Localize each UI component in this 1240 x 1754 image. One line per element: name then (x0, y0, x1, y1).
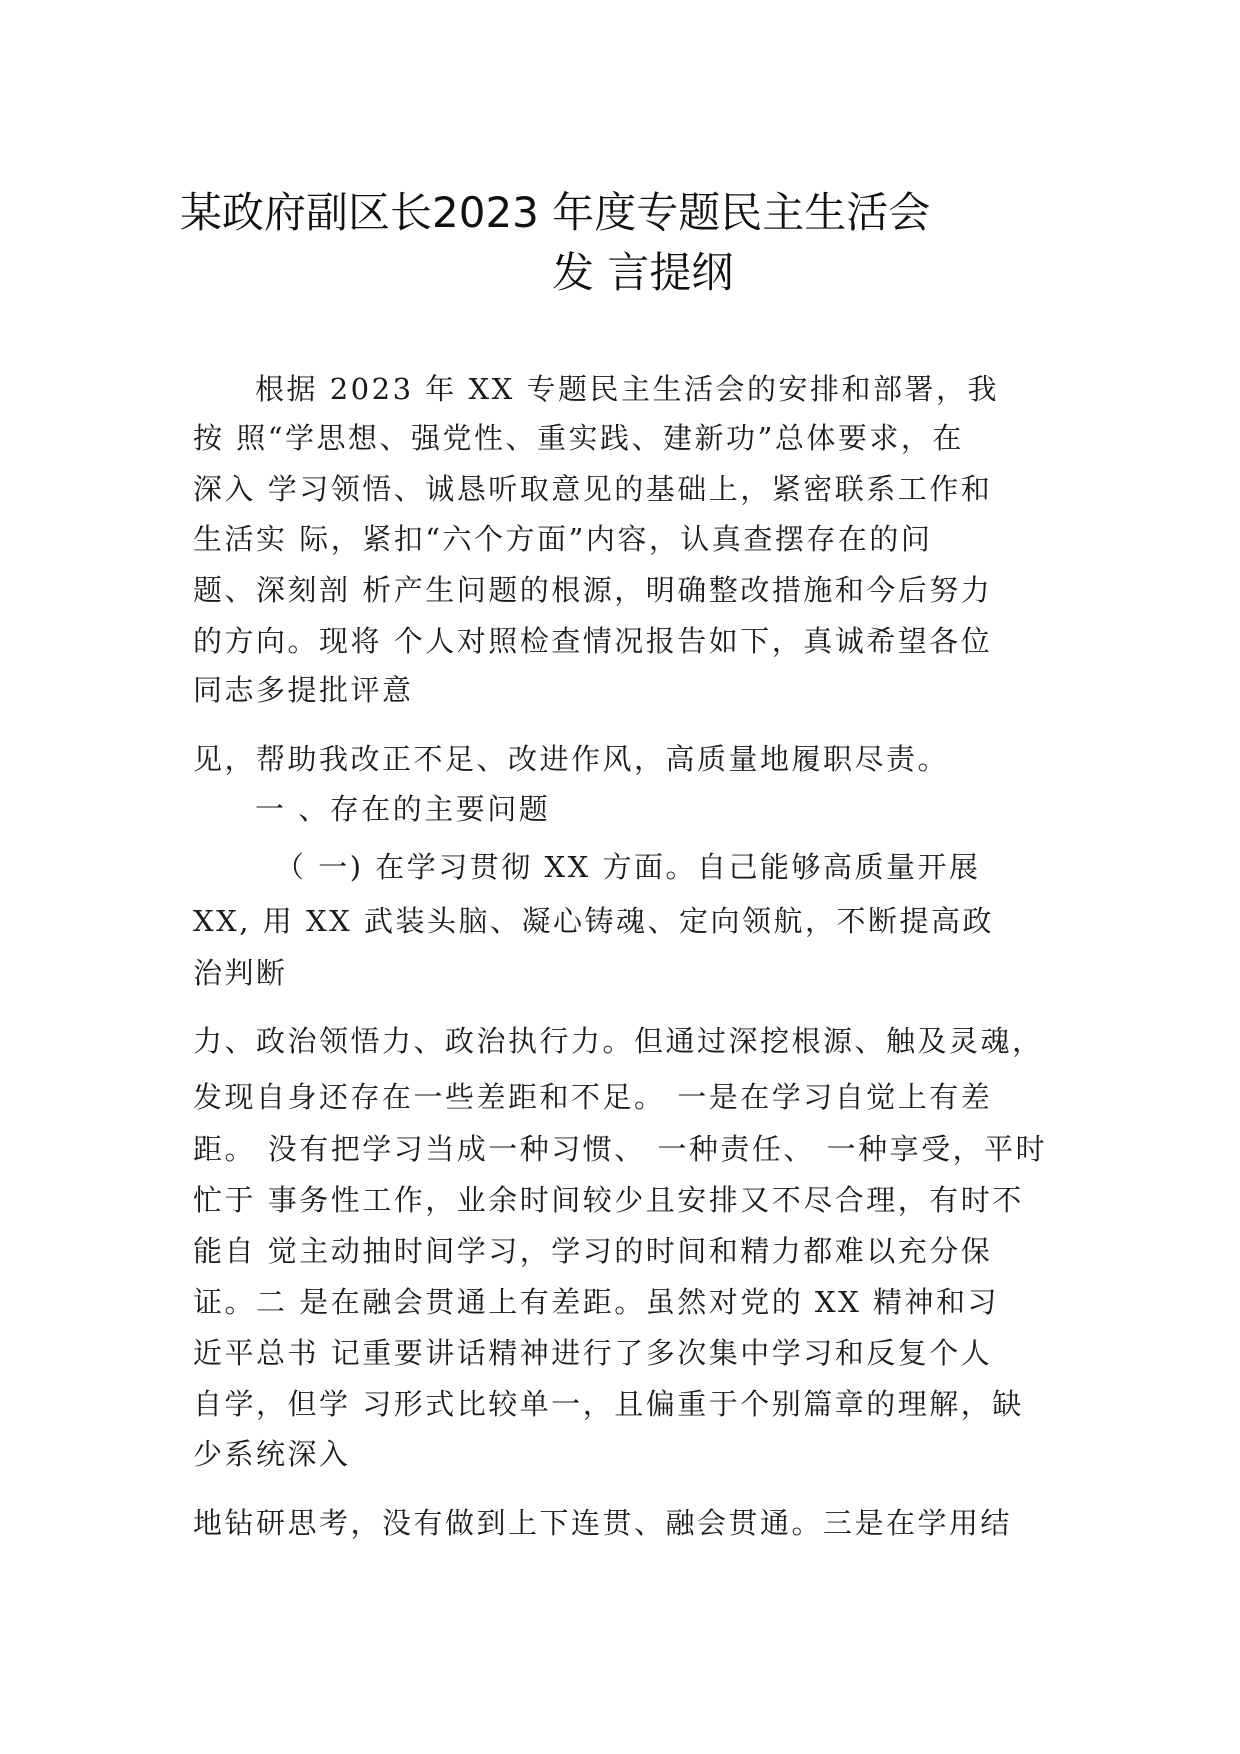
body-line: 题、深刻剖 析产生问题的根源，明确整改措施和今后努力 (193, 573, 993, 607)
body-line: 生活实 际，紧扣“六个方面”内容，认真查摆存在的问 (193, 522, 933, 556)
body-line: XX, 用 XX 武装头脑、凝心铸魂、定向领航，不断提高政 (193, 904, 994, 938)
body-line: 的方向。现将 个人对照检查情况报告如下，真诚希望各位 (193, 624, 993, 658)
body-line: 治判断 (193, 956, 288, 990)
body-line: 能自 觉主动抽时间学习，学习的时间和精力都难以充分保 (193, 1234, 993, 1268)
body-line: 按 照“学思想、强党性、重实践、建新功”总体要求，在 (193, 421, 964, 455)
body-line: 深入 学习领悟、诚恳听取意见的基础上，紧密联系工作和 (193, 472, 993, 506)
document-title-line-1: 某政府副区长2023 年度专题民主生活会 (180, 188, 931, 237)
body-line: 自学，但学 习形式比较单一，且偏重于个别篇章的理解，缺 (193, 1387, 1024, 1421)
body-line: 力、政治领悟力、政治执行力。但通过深挖根源、触及灵魂， (193, 1024, 1044, 1058)
body-line: 近平总书 记重要讲话精神进行了多次集中学习和反复个人 (193, 1336, 993, 1370)
body-line: 同志多提批评意 (193, 673, 414, 707)
body-line: 见，帮助我改正不足、改进作风，高质量地履职尽责。 (193, 742, 950, 776)
body-line: 忙于 事务性工作，业余时间较少且安排又不尽合理，有时不 (193, 1183, 1024, 1217)
document-title-line-2: 发 言提纲 (552, 248, 734, 297)
body-line: 少系统深入 (193, 1437, 351, 1471)
subsection-heading: （ 一) 在学习贯彻 XX 方面。自己能够高质量开展 (275, 850, 981, 884)
body-line: 发现自身还存在一些差距和不足。 一是在学习自觉上有差 (193, 1080, 993, 1114)
body-line: 地钻研思考，没有做到上下连贯、融会贯通。三是在学用结 (193, 1506, 1013, 1540)
body-line: 距。 没有把学习当成一种习惯、 一种责任、 一种享受，平时 (193, 1132, 1048, 1166)
section-heading: 一 、存在的主要问题 (255, 792, 551, 826)
body-line: 根据 2023 年 XX 专题民主生活会的安排和部署，我 (255, 372, 999, 406)
body-line: 证。二 是在融会贯通上有差距。虽然对党的 XX 精神和习 (193, 1285, 999, 1319)
